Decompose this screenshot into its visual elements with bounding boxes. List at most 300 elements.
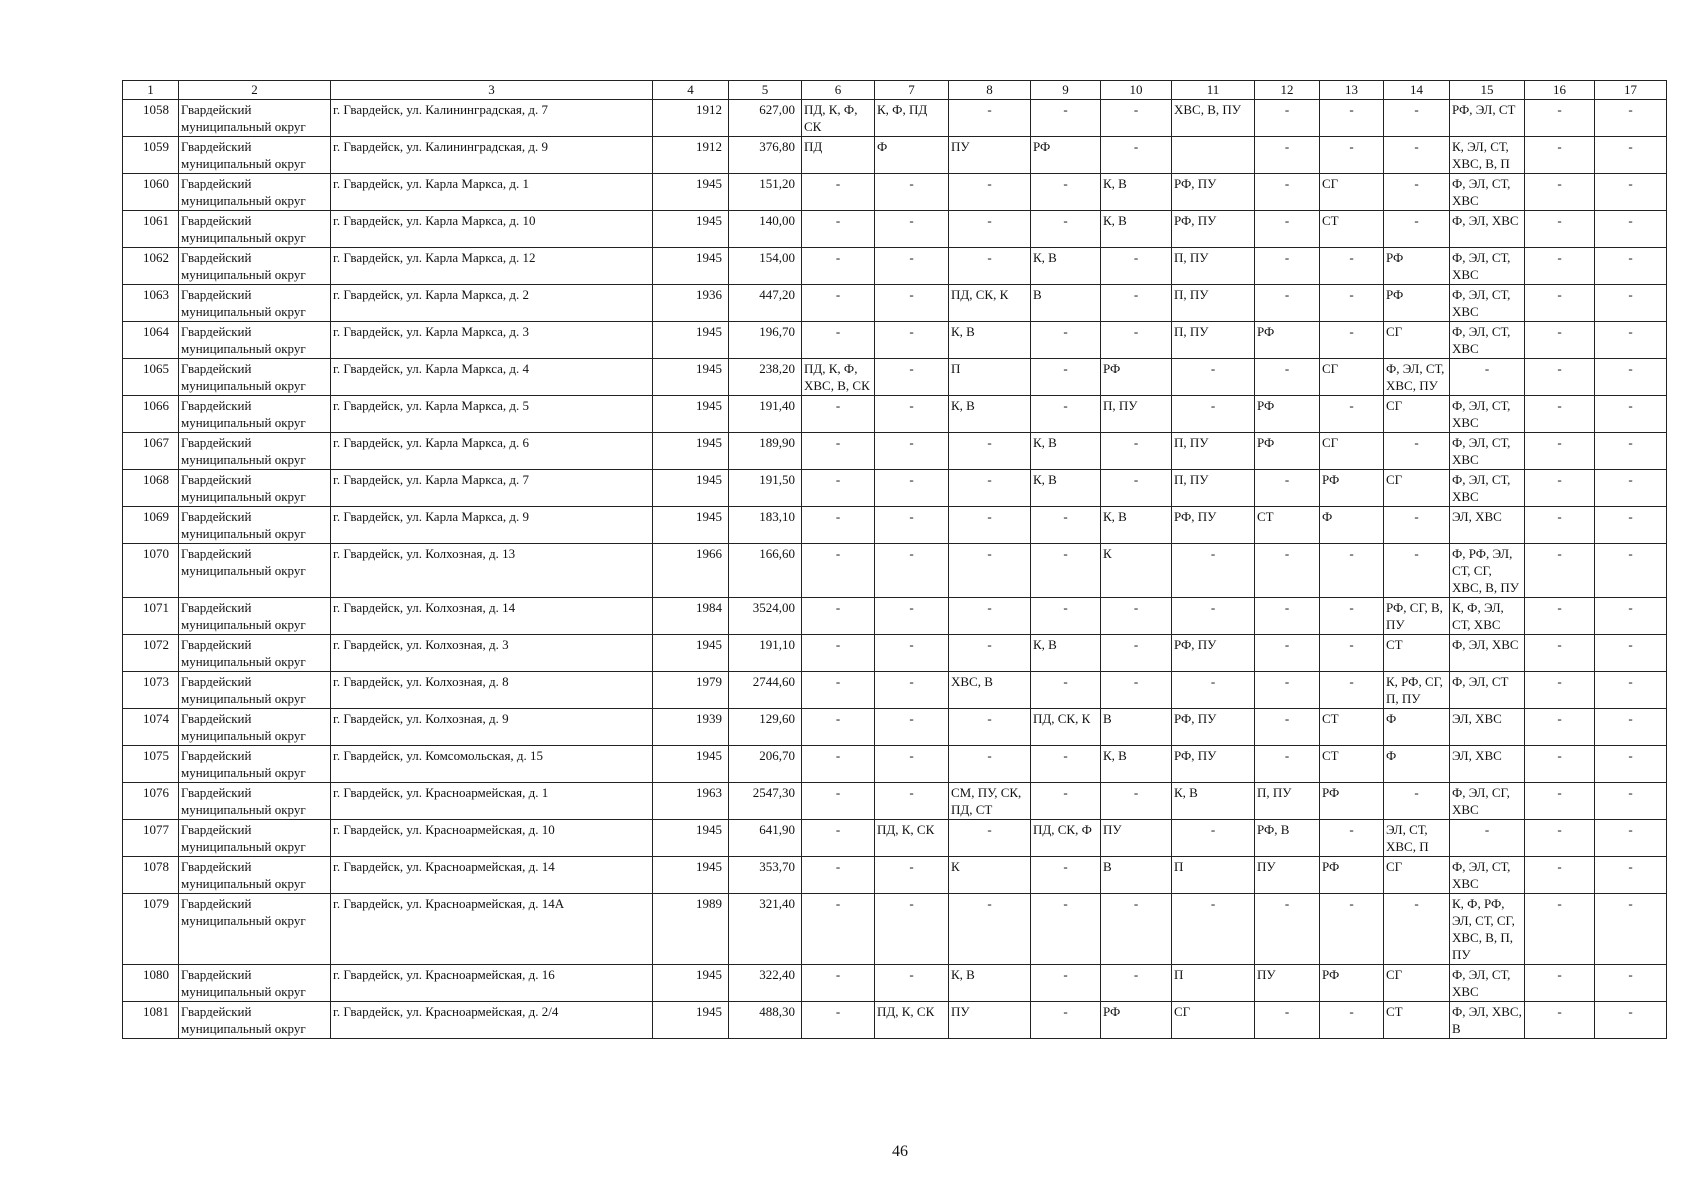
table-cell: - [1595, 248, 1667, 285]
table-cell: Гвардейский муниципальный округ [179, 1002, 331, 1039]
table-cell: - [802, 672, 875, 709]
table-cell: - [1595, 285, 1667, 322]
table-cell: - [1525, 174, 1595, 211]
table-cell: - [1255, 137, 1320, 174]
table-cell: Гвардейский муниципальный округ [179, 248, 331, 285]
table-cell: 1945 [653, 322, 729, 359]
document-table [122, 80, 1667, 1039]
table-cell: - [949, 433, 1031, 470]
table-cell: г. Гвардейск, ул. Колхозная, д. 3 [331, 635, 653, 672]
table-cell: - [1450, 820, 1525, 857]
table-cell: - [875, 746, 949, 783]
table-cell: РФ [1031, 137, 1101, 174]
table-row [123, 396, 1667, 433]
table-cell: СМ, ПУ, СК, ПД, СТ [949, 783, 1031, 820]
table-cell: - [802, 470, 875, 507]
table-cell: 1979 [653, 672, 729, 709]
table-cell: - [1320, 635, 1384, 672]
table-cell: 447,20 [729, 285, 802, 322]
table-cell: 2744,60 [729, 672, 802, 709]
table-cell: СГ [1320, 433, 1384, 470]
table-cell: 1945 [653, 965, 729, 1002]
table-cell: СТ [1320, 709, 1384, 746]
table-cell: 183,10 [729, 507, 802, 544]
table-cell: - [802, 507, 875, 544]
table-cell: СГ [1384, 470, 1450, 507]
table-cell: - [1525, 322, 1595, 359]
table-cell: г. Гвардейск, ул. Красноармейская, д. 14 [331, 857, 653, 894]
table-cell: К, Ф, ПД [875, 100, 949, 137]
table-cell: ПУ [1255, 965, 1320, 1002]
table-cell: 196,70 [729, 322, 802, 359]
table-cell: - [875, 248, 949, 285]
table-cell: - [802, 211, 875, 248]
table-cell: 1945 [653, 248, 729, 285]
table-cell: - [949, 211, 1031, 248]
table-cell: СТ [1384, 1002, 1450, 1039]
table-cell: ХВС, В [949, 672, 1031, 709]
table-cell: г. Гвардейск, ул. Калининградская, д. 9 [331, 137, 653, 174]
table-cell: - [1031, 174, 1101, 211]
table-cell: Ф [1320, 507, 1384, 544]
table-cell: РФ [1384, 285, 1450, 322]
table-cell: - [1320, 137, 1384, 174]
table-cell: Ф [875, 137, 949, 174]
table-cell: РФ [1320, 783, 1384, 820]
table-cell: Ф, ЭЛ, СТ, ХВС [1450, 285, 1525, 322]
table-cell: 1064 [123, 322, 179, 359]
table-cell: - [949, 470, 1031, 507]
table-cell: РФ [1255, 322, 1320, 359]
table-cell: - [1384, 137, 1450, 174]
column-number-header: 2 [179, 81, 331, 100]
table-row [123, 857, 1667, 894]
table-cell: - [1384, 894, 1450, 965]
table-cell: 1945 [653, 211, 729, 248]
table-cell: - [1595, 672, 1667, 709]
table-cell: 1069 [123, 507, 179, 544]
table-cell: - [1525, 820, 1595, 857]
table-cell: - [1595, 783, 1667, 820]
table-cell: - [1525, 396, 1595, 433]
table-cell: 322,40 [729, 965, 802, 1002]
table-row [123, 746, 1667, 783]
table-cell: 154,00 [729, 248, 802, 285]
table-cell: Гвардейский муниципальный округ [179, 709, 331, 746]
table-cell: П [1172, 965, 1255, 1002]
table-cell: 1074 [123, 709, 179, 746]
table-cell: 1912 [653, 137, 729, 174]
table-row [123, 1002, 1667, 1039]
table-cell: - [1172, 359, 1255, 396]
table-cell: г. Гвардейск, ул. Колхозная, д. 14 [331, 598, 653, 635]
table-cell: 1060 [123, 174, 179, 211]
table-cell: Ф, ЭЛ, СГ, ХВС [1450, 783, 1525, 820]
table-cell: - [1384, 507, 1450, 544]
table-cell: - [1101, 635, 1172, 672]
table-cell: - [1172, 820, 1255, 857]
table-cell: К, В [1101, 174, 1172, 211]
table-cell: - [1255, 635, 1320, 672]
table-row [123, 359, 1667, 396]
column-number-header: 11 [1172, 81, 1255, 100]
table-cell: - [1031, 746, 1101, 783]
table-cell: Ф, ЭЛ, СТ, ХВС [1450, 857, 1525, 894]
table-cell: - [802, 1002, 875, 1039]
table-cell: - [875, 285, 949, 322]
page-number: 46 [892, 1143, 908, 1160]
table-cell: 1989 [653, 894, 729, 965]
table-cell: г. Гвардейск, ул. Красноармейская, д. 14А [331, 894, 653, 965]
table-cell: - [1255, 248, 1320, 285]
table-cell: - [802, 857, 875, 894]
table-cell: 1945 [653, 746, 729, 783]
table-cell: 1062 [123, 248, 179, 285]
column-number-header-row [123, 81, 1667, 100]
table-cell: - [1255, 544, 1320, 598]
table-cell: РФ, ЭЛ, СТ [1450, 100, 1525, 137]
table-cell: - [1320, 820, 1384, 857]
table-cell: - [1320, 322, 1384, 359]
table-cell: - [875, 470, 949, 507]
table-cell: - [1320, 396, 1384, 433]
table-cell: 1945 [653, 174, 729, 211]
table-cell: - [1031, 857, 1101, 894]
table-cell: - [1255, 672, 1320, 709]
table-cell: ПУ [1255, 857, 1320, 894]
table-cell: К [1101, 544, 1172, 598]
column-number-header: 16 [1525, 81, 1595, 100]
table-cell: г. Гвардейск, ул. Карла Маркса, д. 10 [331, 211, 653, 248]
table-cell: К, В [1101, 507, 1172, 544]
table-cell: - [1255, 598, 1320, 635]
table-cell: 1077 [123, 820, 179, 857]
table-cell: СГ [1320, 359, 1384, 396]
table-cell: - [802, 433, 875, 470]
table-cell: 376,80 [729, 137, 802, 174]
table-cell: - [1172, 672, 1255, 709]
table-cell: 191,40 [729, 396, 802, 433]
table-cell: 1939 [653, 709, 729, 746]
table-cell: РФ, ПУ [1172, 746, 1255, 783]
table-cell: 191,50 [729, 470, 802, 507]
table-cell: - [1320, 672, 1384, 709]
table-cell: - [1595, 100, 1667, 137]
table-cell: 1061 [123, 211, 179, 248]
table-cell: СГ [1384, 857, 1450, 894]
table-cell: СГ [1172, 1002, 1255, 1039]
table-cell: К [949, 857, 1031, 894]
table-cell: Ф, ЭЛ, СТ, ХВС [1450, 322, 1525, 359]
table-cell: 151,20 [729, 174, 802, 211]
table-cell: К, В [1101, 211, 1172, 248]
table-cell: СГ [1384, 396, 1450, 433]
table-cell: - [875, 709, 949, 746]
table-cell: - [802, 894, 875, 965]
table-cell: - [1384, 544, 1450, 598]
table-cell: г. Гвардейск, ул. Красноармейская, д. 2/4 [331, 1002, 653, 1039]
table-cell: - [949, 820, 1031, 857]
table-cell: г. Гвардейск, ул. Колхозная, д. 9 [331, 709, 653, 746]
table-cell: ПД, К, СК [875, 1002, 949, 1039]
table-cell: В [1101, 709, 1172, 746]
table-cell: - [1101, 322, 1172, 359]
table-cell: - [1101, 598, 1172, 635]
table-cell: ЭЛ, ХВС [1450, 709, 1525, 746]
table-cell: - [802, 285, 875, 322]
table-cell: - [1101, 965, 1172, 1002]
table-cell: Гвардейский муниципальный округ [179, 894, 331, 965]
table-cell: - [1525, 211, 1595, 248]
table-cell: 1945 [653, 359, 729, 396]
table-cell: - [1595, 544, 1667, 598]
table-cell: - [1525, 672, 1595, 709]
table-cell: Ф, ЭЛ, СТ, ХВС [1450, 470, 1525, 507]
table-cell: 321,40 [729, 894, 802, 965]
table-cell: - [1101, 783, 1172, 820]
table-cell: Гвардейский муниципальный округ [179, 783, 331, 820]
column-number-header: 13 [1320, 81, 1384, 100]
table-cell: 1068 [123, 470, 179, 507]
table-cell: - [1384, 433, 1450, 470]
table-cell: 1966 [653, 544, 729, 598]
table-row [123, 783, 1667, 820]
table-cell: - [1595, 635, 1667, 672]
table-cell: Ф, ЭЛ, СТ, ХВС, ПУ [1384, 359, 1450, 396]
table-cell: - [875, 507, 949, 544]
table-cell: 1070 [123, 544, 179, 598]
table-cell: 1912 [653, 100, 729, 137]
table-cell: - [1172, 396, 1255, 433]
table-cell: Ф [1384, 746, 1450, 783]
table-cell: - [1101, 100, 1172, 137]
table-cell: - [802, 598, 875, 635]
table-cell: 1073 [123, 672, 179, 709]
table-cell: 1936 [653, 285, 729, 322]
table-cell: - [1595, 709, 1667, 746]
table-cell: 1984 [653, 598, 729, 635]
table-cell: 1072 [123, 635, 179, 672]
table-cell: К, В [1172, 783, 1255, 820]
table-cell: 1963 [653, 783, 729, 820]
table-cell: - [1031, 672, 1101, 709]
table-cell: - [1101, 672, 1172, 709]
table-cell: - [1525, 470, 1595, 507]
table-cell: Гвардейский муниципальный округ [179, 137, 331, 174]
column-number-header: 4 [653, 81, 729, 100]
table-cell: ЭЛ, ХВС [1450, 507, 1525, 544]
table-cell: Гвардейский муниципальный округ [179, 598, 331, 635]
table-cell: 1059 [123, 137, 179, 174]
table-row [123, 248, 1667, 285]
table-cell: Гвардейский муниципальный округ [179, 100, 331, 137]
table-cell: Ф, ЭЛ, СТ, ХВС [1450, 433, 1525, 470]
table-cell: Ф, ЭЛ, ХВС [1450, 635, 1525, 672]
table-cell: П, ПУ [1172, 285, 1255, 322]
table-cell: - [1320, 544, 1384, 598]
table-row [123, 672, 1667, 709]
table-cell: К, В [949, 322, 1031, 359]
table-cell: - [1595, 433, 1667, 470]
table-cell: П, ПУ [1172, 248, 1255, 285]
table-cell: г. Гвардейск, ул. Карла Маркса, д. 5 [331, 396, 653, 433]
table-cell: РФ [1255, 396, 1320, 433]
table-row [123, 285, 1667, 322]
table-cell: - [1595, 894, 1667, 965]
table-cell: - [1595, 598, 1667, 635]
table-cell: 1075 [123, 746, 179, 783]
column-number-header: 6 [802, 81, 875, 100]
table-cell: Ф [1384, 709, 1450, 746]
table-cell: - [1595, 137, 1667, 174]
table-cell: - [1031, 507, 1101, 544]
table-cell: - [1525, 433, 1595, 470]
table-cell: 1079 [123, 894, 179, 965]
table-cell: 641,90 [729, 820, 802, 857]
table-row [123, 322, 1667, 359]
table-cell: ПД, К, Ф, ХВС, В, СК [802, 359, 875, 396]
table-row [123, 137, 1667, 174]
table-cell: - [949, 174, 1031, 211]
column-number-header: 14 [1384, 81, 1450, 100]
table-cell: 2547,30 [729, 783, 802, 820]
table-cell: - [949, 598, 1031, 635]
table-cell: Ф, РФ, ЭЛ, СТ, СГ, ХВС, В, ПУ [1450, 544, 1525, 598]
table-cell: - [1320, 100, 1384, 137]
table-cell: - [949, 100, 1031, 137]
table-cell: 627,00 [729, 100, 802, 137]
table-cell: СТ [1384, 635, 1450, 672]
table-cell: - [1255, 709, 1320, 746]
table-cell: 1945 [653, 507, 729, 544]
table-cell: - [1031, 359, 1101, 396]
table-cell: 1078 [123, 857, 179, 894]
table-cell: - [1595, 965, 1667, 1002]
table-cell: - [1172, 894, 1255, 965]
table-cell: Гвардейский муниципальный округ [179, 470, 331, 507]
column-number-header: 9 [1031, 81, 1101, 100]
table-cell: 166,60 [729, 544, 802, 598]
table-cell: 1945 [653, 820, 729, 857]
table-cell: г. Гвардейск, ул. Карла Маркса, д. 9 [331, 507, 653, 544]
table-cell: - [875, 894, 949, 965]
table-cell: - [1384, 100, 1450, 137]
table-cell: - [802, 635, 875, 672]
table-cell: К, В [1031, 433, 1101, 470]
table-cell: Гвардейский муниципальный округ [179, 965, 331, 1002]
table-cell: г. Гвардейск, ул. Карла Маркса, д. 7 [331, 470, 653, 507]
table-cell: - [1384, 211, 1450, 248]
table-cell: - [875, 322, 949, 359]
table-cell: - [949, 507, 1031, 544]
table-row [123, 598, 1667, 635]
table-cell: - [1525, 137, 1595, 174]
table-cell: - [1595, 470, 1667, 507]
table-cell: - [1525, 894, 1595, 965]
table-cell: - [1031, 322, 1101, 359]
table-cell: РФ, В [1255, 820, 1320, 857]
table-cell: - [1031, 396, 1101, 433]
table-cell: - [1595, 820, 1667, 857]
table-row [123, 211, 1667, 248]
table-cell: ПД, К, СК [875, 820, 949, 857]
column-number-header: 3 [331, 81, 653, 100]
table-row [123, 100, 1667, 137]
table-cell: - [875, 174, 949, 211]
table-cell: - [1320, 1002, 1384, 1039]
table-cell: - [1595, 507, 1667, 544]
table-cell: 206,70 [729, 746, 802, 783]
table-cell: Ф, ЭЛ, СТ, ХВС [1450, 174, 1525, 211]
table-cell: - [949, 709, 1031, 746]
table-body [123, 81, 1667, 1039]
table-cell: РФ [1384, 248, 1450, 285]
table-cell: - [875, 672, 949, 709]
table-cell: - [1255, 100, 1320, 137]
table-cell: К, В [1031, 470, 1101, 507]
table-cell: П [949, 359, 1031, 396]
table-cell: - [875, 396, 949, 433]
table-cell: г. Гвардейск, ул. Колхозная, д. 13 [331, 544, 653, 598]
table-cell: 3524,00 [729, 598, 802, 635]
table-row [123, 965, 1667, 1002]
table-cell: 1945 [653, 1002, 729, 1039]
table-cell: ЭЛ, СТ, ХВС, П [1384, 820, 1450, 857]
table-cell: - [875, 359, 949, 396]
table-cell: РФ [1320, 470, 1384, 507]
table-cell: СТ [1320, 746, 1384, 783]
table-cell: К, В [1031, 635, 1101, 672]
table-cell: 1945 [653, 635, 729, 672]
table-cell: - [949, 248, 1031, 285]
table-row [123, 894, 1667, 965]
table-cell: г. Гвардейск, ул. Колхозная, д. 8 [331, 672, 653, 709]
table-cell: ПД, СК, К [949, 285, 1031, 322]
table-cell: - [1320, 598, 1384, 635]
table-cell: В [1031, 285, 1101, 322]
table-cell: - [875, 211, 949, 248]
table-cell: - [1031, 100, 1101, 137]
table-cell: - [1172, 544, 1255, 598]
column-number-header: 5 [729, 81, 802, 100]
table-cell: Гвардейский муниципальный округ [179, 635, 331, 672]
table-cell: РФ [1101, 1002, 1172, 1039]
table-cell: ЭЛ, ХВС [1450, 746, 1525, 783]
table-cell: Гвардейский муниципальный округ [179, 433, 331, 470]
table-cell: 1081 [123, 1002, 179, 1039]
table-cell: 1067 [123, 433, 179, 470]
table-cell: СТ [1255, 507, 1320, 544]
table-cell: - [1255, 1002, 1320, 1039]
table-cell: г. Гвардейск, ул. Красноармейская, д. 1 [331, 783, 653, 820]
table-cell: РФ, СГ, В, ПУ [1384, 598, 1450, 635]
table-cell: РФ [1320, 965, 1384, 1002]
table-cell: К, В [949, 396, 1031, 433]
table-cell: 353,70 [729, 857, 802, 894]
table-cell: П [1172, 857, 1255, 894]
table-cell: К, В [949, 965, 1031, 1002]
table-cell: - [802, 396, 875, 433]
table-cell: - [1525, 709, 1595, 746]
table-cell: Ф, ЭЛ, СТ, ХВС [1450, 248, 1525, 285]
table-cell: 1076 [123, 783, 179, 820]
table-cell: - [1320, 894, 1384, 965]
table-cell: - [1595, 857, 1667, 894]
table-cell: Гвардейский муниципальный округ [179, 746, 331, 783]
table-cell: - [802, 783, 875, 820]
table-cell: - [802, 322, 875, 359]
table-cell: - [1595, 322, 1667, 359]
